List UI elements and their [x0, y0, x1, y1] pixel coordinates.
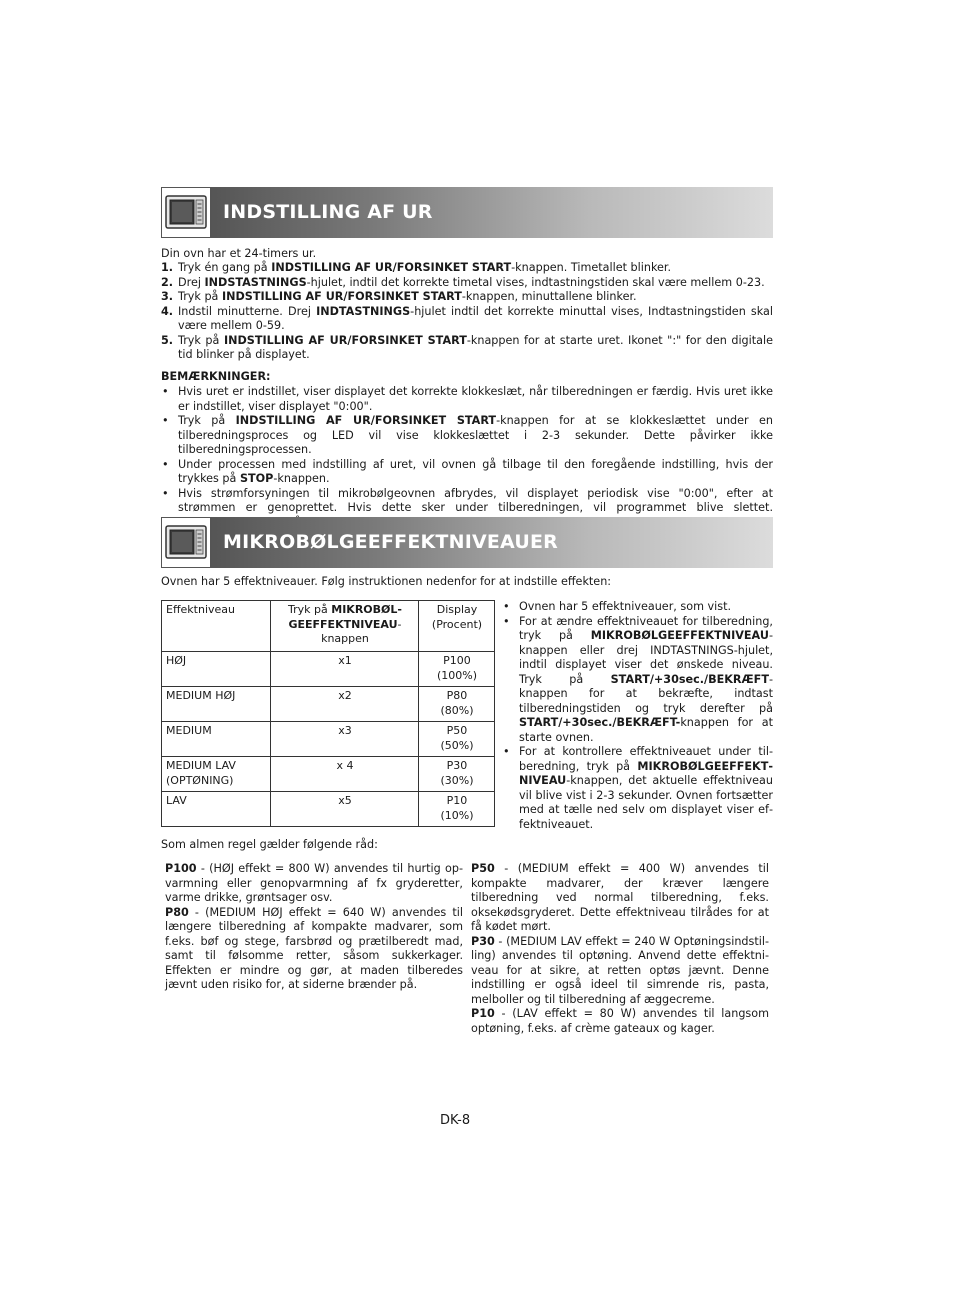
- notes-list: [161, 385, 773, 530]
- table-cell: MEDIUM LAV (OPTØNING): [162, 757, 271, 792]
- table-cell: x1: [271, 652, 419, 687]
- clock-steps: [161, 261, 773, 363]
- table-cell: x2: [271, 687, 419, 722]
- table-cell: x5: [271, 792, 419, 827]
- note-item: • Tryk på INDSTILLING AF UR/FORSINKET START-knappen for at se klokkeslættet under en tilberedningsproces og LED vil vise klokkeslættet i 2-3 sekunder. Dette påvirker ikke tilberedningsprocessen.: [162, 414, 773, 456]
- table-row: [162, 757, 495, 792]
- power-level-table: [161, 600, 495, 827]
- note-item: • Hvis uret er indstillet, viser displayet det korrekte klokkeslæt, når tilberedningen er færdig. Hvis uret ikke er indstillet, viser displayet "0:00".: [162, 385, 773, 413]
- page-number: DK-8: [440, 1113, 471, 1128]
- table-cell: P50 (50%): [419, 722, 495, 757]
- table-header-cell: Display (Procent): [419, 601, 495, 652]
- advice-p30: P30 - (MEDIUM LAV effekt = 240 W Optøningsindstilling) anvendes til optøning. Anvend dette effektniveau for at sikre, at retten optøs jævnt. Denne indstilling er også ideel til simrende ris, pasta, melboller og til tilberedning af æggecreme.: [471, 934, 769, 1006]
- table-header-cell: Effektniveau: [162, 601, 271, 652]
- microwave-icon: [161, 187, 211, 238]
- table-row: [162, 687, 495, 722]
- table-header-cell: Tryk på MIKROBØLGEEFFEKTNIVEAU-knappen: [271, 601, 419, 652]
- advice-column-right: [471, 862, 769, 1036]
- microwave-icon: [161, 517, 211, 568]
- step-item: 5. Tryk på INDSTILLING AF UR/FORSINKET START-knappen for at starte uret. Ikonet ":" for den digitale tid blinker på displayet.: [161, 333, 773, 361]
- note-item: • For at ændre effektniveauet for tilberedning, tryk på MIKROBØLGEEFFEKTNIVEAU-knappen eller drej INDTASTNINGS-hjulet, indtil displayet viser det ønskede niveau. Tryk på START/+30sec./BEKRÆFT-knappen for at bekræfte, indtast tilberedningstiden og tryk derefter på START/+30sec./BEKRÆFT-knappen for at starte ovnen.: [503, 614, 773, 744]
- section-title: INDSTILLING AF UR: [223, 201, 433, 223]
- step-item: 1. Tryk én gang på INDSTILLING AF UR/FORSINKET START-knappen. Timetallet blinker.: [161, 261, 672, 274]
- advice-p100: P100 - (HØJ effekt = 800 W) anvendes til hurtig opvarmning eller genopvarmning af fx gryderetter, varme drikke, grøntsager osv.: [165, 862, 463, 904]
- advice-p50: P50 - (MEDIUM effekt = 400 W) anvendes til kompakte madvarer, der kræver længere tilberedning ved normal tilberedning, f.eks. oksekødsgryderet. Dette effektniveau tilrådes for at få kødet mørt.: [471, 862, 769, 933]
- table-cell: HØJ: [162, 652, 271, 687]
- table-cell: MEDIUM: [162, 722, 271, 757]
- notes-heading: BEMÆRKNINGER:: [161, 370, 271, 383]
- note-item: • Hvis strømforsyningen til mikrobølgeovnen afbrydes, vil displayet periodisk vise "0:00", efter at strømmen er genoprettet. Hvis dette sker under tilberedningen, vil programmet blive slettet.: [162, 486, 773, 514]
- clock-intro: Din ovn har et 24-timers ur.: [161, 247, 317, 260]
- step-item: 2. Drej INDSTASTNINGS-hjulet, indtil det korrekte timetal vises, indtastningstiden skal være mellem 0-23.: [161, 275, 765, 289]
- table-cell: P30 (30%): [419, 757, 495, 792]
- table-cell: P10 (10%): [419, 792, 495, 827]
- section-banner-power: [161, 517, 773, 568]
- step-item: 4. Indstil minutterne. Drej INDTASTNINGS-hjulet indtil det korrekte minuttal vises, Indtastningstiden skal være mellem 0-59.: [161, 304, 774, 332]
- note-item: • Ovnen har 5 effektniveauer, som vist.: [503, 600, 732, 613]
- power-side-notes: [502, 600, 773, 832]
- table-cell: P100 (100%): [419, 652, 495, 687]
- table-cell: P80 (80%): [419, 687, 495, 722]
- section-title: MIKROBØLGEEFFEKTNIVEAUER: [223, 531, 559, 553]
- section-banner-clock: [161, 187, 773, 238]
- note-item: • Under processen med indstilling af uret, vil ovnen gå tilbage til den foregående indstilling, hvis der trykkes på STOP-knappen.: [162, 457, 773, 485]
- table-row: [162, 722, 495, 757]
- table-row: [162, 652, 495, 687]
- advice-p80: P80 - (MEDIUM HØJ effekt = 640 W) anvendes til længere tilberedning af kompakte madvarer, som f.eks. bøf og stege, farsbrød og prætilberedt mad, samt til følsomme retter, såsom sukkerkager. Effekten er mindre og gør, at maden tilberedes jævnt uden risiko for, at siderne brænder på.: [165, 905, 463, 991]
- advice-p10: P10 - (LAV effekt = 80 W) anvendes til langsom optøning, f.eks. af crème gateaux og kager.: [471, 1007, 769, 1035]
- table-cell: LAV: [162, 792, 271, 827]
- step-item: 3. Tryk på INDSTILLING AF UR/FORSINKET START-knappen, minuttallene blinker.: [161, 290, 637, 303]
- power-intro: Ovnen har 5 effektniveauer. Følg instruktionen nedenfor for at indstille effekten:: [161, 575, 612, 588]
- table-cell: MEDIUM HØJ: [162, 687, 271, 722]
- table-cell: x3: [271, 722, 419, 757]
- table-cell: x 4: [271, 757, 419, 792]
- note-item: • For at kontrollere effektniveauet under tilberedning, tryk på MIKROBØLGEEFFEKTNIVEAU-knappen, det aktuelle effektniveau vil blive vist i 2-3 sekunder. Ovnen fortsætter med at tælle ned selv om displayet viser effektniveauet.: [503, 745, 773, 831]
- general-rule-intro: Som almen regel gælder følgende råd:: [161, 838, 378, 851]
- table-header-row: [162, 601, 495, 652]
- table-row: [162, 792, 495, 827]
- advice-column-left: [165, 862, 463, 993]
